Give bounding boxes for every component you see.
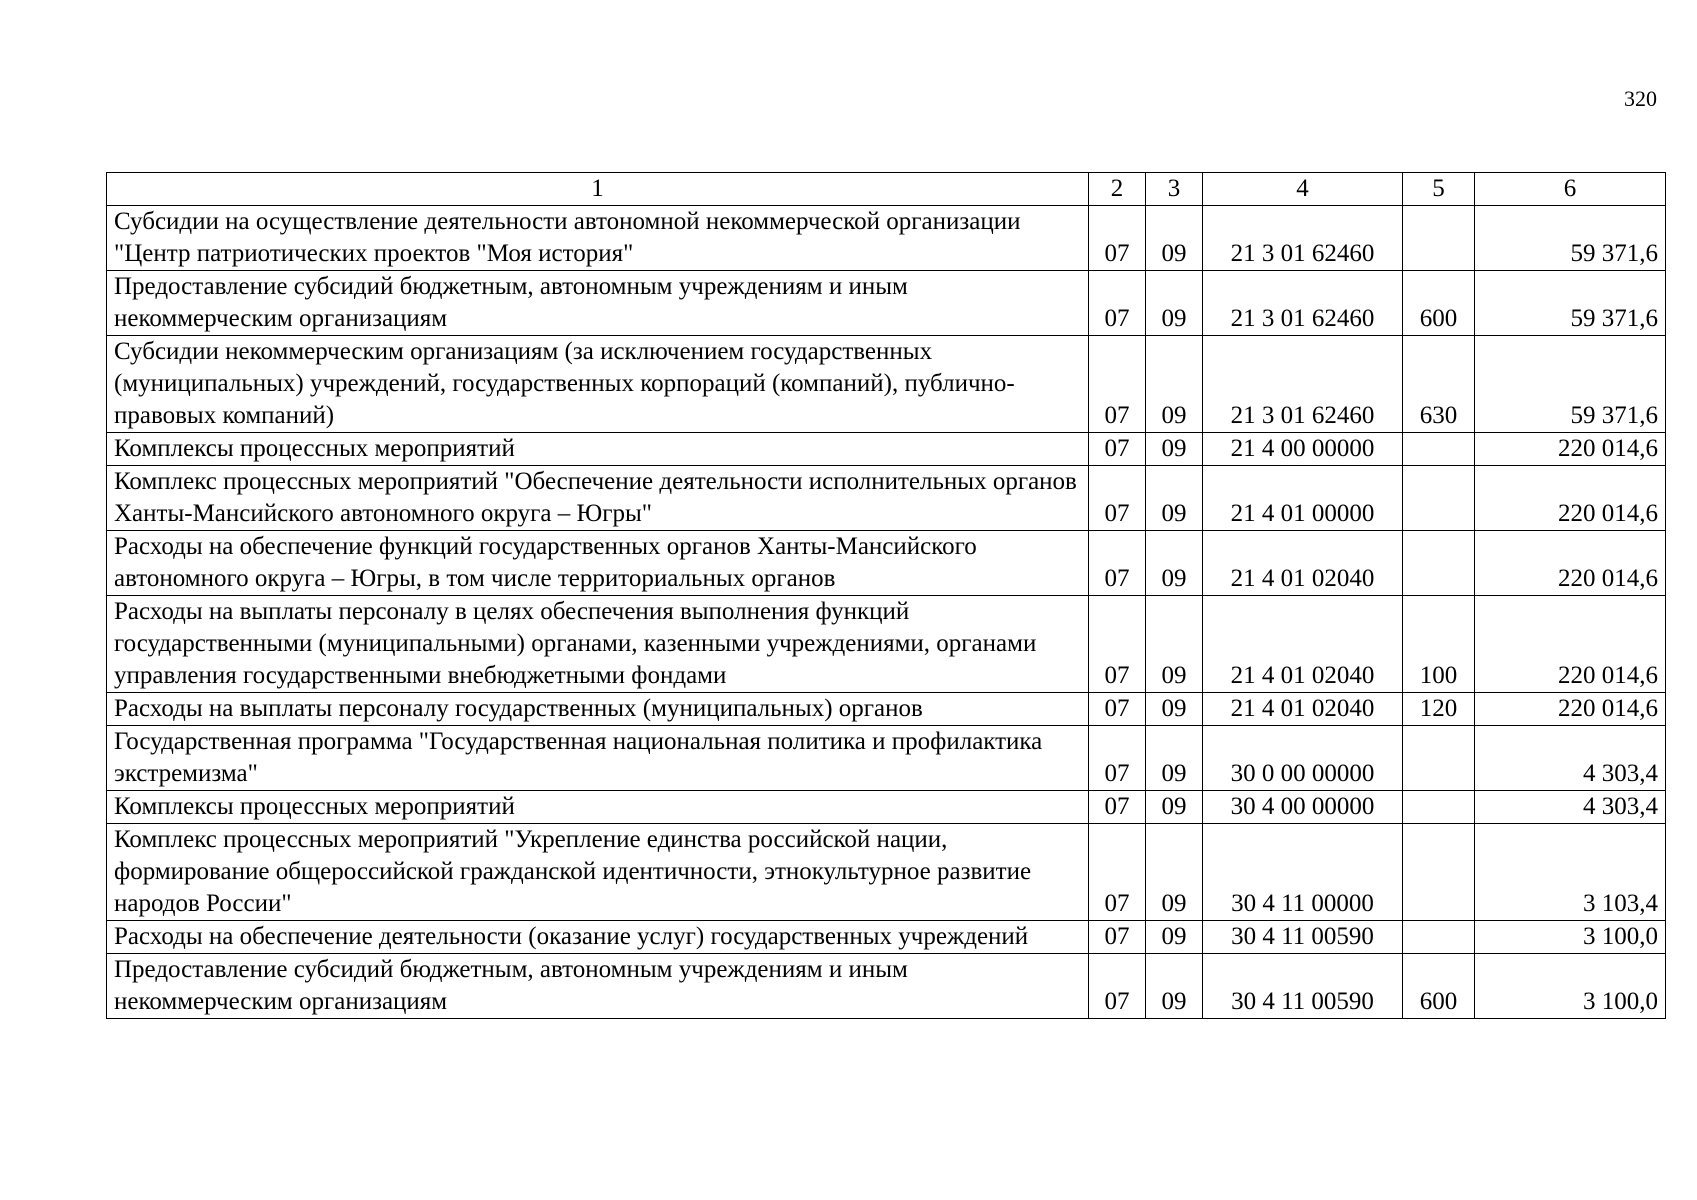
table-row: [107, 954, 1666, 1019]
amount-cell: 59 371,6: [1475, 271, 1666, 336]
section-code-cell: 07: [1089, 693, 1146, 726]
section-code-cell: 07: [1089, 824, 1146, 921]
expense-type-code-cell: [1403, 466, 1475, 531]
table-row: [107, 596, 1666, 693]
section-code-cell: 07: [1089, 433, 1146, 466]
header-cell-5: 5: [1403, 173, 1475, 206]
amount-cell: 220 014,6: [1475, 531, 1666, 596]
subsection-code-cell: 09: [1146, 824, 1203, 921]
target-article-code-cell: 21 4 01 02040: [1203, 596, 1403, 693]
subsection-code-cell: 09: [1146, 791, 1203, 824]
subsection-code-cell: 09: [1146, 206, 1203, 271]
target-article-code-cell: 21 4 00 00000: [1203, 433, 1403, 466]
item-name-cell: Государственная программа "Государственная национальная политика и профилактика экстремизма": [107, 726, 1089, 791]
target-article-code-cell: 21 4 01 02040: [1203, 693, 1403, 726]
item-name-cell: Субсидии некоммерческим организациям (за исключением государственных (муниципальных) учреждений, государственных корпораций (компаний), публично-правовых компаний): [107, 336, 1089, 433]
item-name-cell: Комплекс процессных мероприятий "Укрепление единства российской нации, формирование общероссийской гражданской идентичности, этнокультурное развитие народов России": [107, 824, 1089, 921]
header-cell-4: 4: [1203, 173, 1403, 206]
header-cell-3: 3: [1146, 173, 1203, 206]
expense-type-code-cell: 600: [1403, 271, 1475, 336]
item-name-cell: Субсидии на осуществление деятельности автономной некоммерческой организации "Центр патриотических проектов "Моя история": [107, 206, 1089, 271]
amount-cell: 3 100,0: [1475, 954, 1666, 1019]
subsection-code-cell: 09: [1146, 271, 1203, 336]
subsection-code-cell: 09: [1146, 433, 1203, 466]
subsection-code-cell: 09: [1146, 336, 1203, 433]
amount-cell: 3 100,0: [1475, 921, 1666, 954]
item-name-cell: Расходы на выплаты персоналу в целях обеспечения выполнения функций государственными (муниципальными) органами, казенными учреждениями, органами управления государственными внебюджетными фондами: [107, 596, 1089, 693]
subsection-code-cell: 09: [1146, 693, 1203, 726]
item-name-cell: Расходы на обеспечение деятельности (оказание услуг) государственных учреждений: [107, 921, 1089, 954]
page-number: 320: [1624, 86, 1657, 111]
expense-type-code-cell: 630: [1403, 336, 1475, 433]
section-code-cell: 07: [1089, 726, 1146, 791]
subsection-code-cell: 09: [1146, 726, 1203, 791]
target-article-code-cell: 30 4 11 00590: [1203, 954, 1403, 1019]
section-code-cell: 07: [1089, 206, 1146, 271]
item-name-cell: Предоставление субсидий бюджетным, автономным учреждениям и иным некоммерческим организациям: [107, 271, 1089, 336]
amount-cell: 220 014,6: [1475, 466, 1666, 531]
expense-type-code-cell: [1403, 433, 1475, 466]
table-header-row: [107, 173, 1666, 206]
section-code-cell: 07: [1089, 271, 1146, 336]
subsection-code-cell: 09: [1146, 921, 1203, 954]
header-cell-1: 1: [107, 173, 1089, 206]
target-article-code-cell: 21 3 01 62460: [1203, 271, 1403, 336]
expense-type-code-cell: [1403, 726, 1475, 791]
item-name-cell: Комплексы процессных мероприятий: [107, 433, 1089, 466]
item-name-cell: Комплексы процессных мероприятий: [107, 791, 1089, 824]
item-name-cell: Предоставление субсидий бюджетным, автономным учреждениям и иным некоммерческим организациям: [107, 954, 1089, 1019]
expense-type-code-cell: [1403, 791, 1475, 824]
table-row: [107, 726, 1666, 791]
table-row: [107, 336, 1666, 433]
expense-type-code-cell: [1403, 921, 1475, 954]
amount-cell: 220 014,6: [1475, 596, 1666, 693]
table-row: [107, 271, 1666, 336]
section-code-cell: 07: [1089, 791, 1146, 824]
expense-type-code-cell: [1403, 531, 1475, 596]
target-article-code-cell: 21 4 01 00000: [1203, 466, 1403, 531]
amount-cell: 4 303,4: [1475, 726, 1666, 791]
table-row: [107, 791, 1666, 824]
target-article-code-cell: 21 3 01 62460: [1203, 206, 1403, 271]
item-name-cell: Расходы на обеспечение функций государственных органов Ханты-Мансийского автономного округа – Югры, в том числе территориальных органов: [107, 531, 1089, 596]
table-row: [107, 921, 1666, 954]
subsection-code-cell: 09: [1146, 954, 1203, 1019]
header-cell-6: 6: [1475, 173, 1666, 206]
target-article-code-cell: 30 4 11 00000: [1203, 824, 1403, 921]
subsection-code-cell: 09: [1146, 596, 1203, 693]
amount-cell: 59 371,6: [1475, 206, 1666, 271]
item-name-cell: Расходы на выплаты персоналу государственных (муниципальных) органов: [107, 693, 1089, 726]
expense-type-code-cell: 120: [1403, 693, 1475, 726]
section-code-cell: 07: [1089, 921, 1146, 954]
table-row: [107, 693, 1666, 726]
section-code-cell: 07: [1089, 466, 1146, 531]
target-article-code-cell: 30 0 00 00000: [1203, 726, 1403, 791]
subsection-code-cell: 09: [1146, 466, 1203, 531]
subsection-code-cell: 09: [1146, 531, 1203, 596]
target-article-code-cell: 21 3 01 62460: [1203, 336, 1403, 433]
section-code-cell: 07: [1089, 596, 1146, 693]
amount-cell: 3 103,4: [1475, 824, 1666, 921]
target-article-code-cell: 30 4 00 00000: [1203, 791, 1403, 824]
target-article-code-cell: 21 4 01 02040: [1203, 531, 1403, 596]
target-article-code-cell: 30 4 11 00590: [1203, 921, 1403, 954]
amount-cell: 220 014,6: [1475, 693, 1666, 726]
section-code-cell: 07: [1089, 954, 1146, 1019]
table-row: [107, 466, 1666, 531]
expense-type-code-cell: 600: [1403, 954, 1475, 1019]
expense-type-code-cell: [1403, 206, 1475, 271]
amount-cell: 4 303,4: [1475, 791, 1666, 824]
section-code-cell: 07: [1089, 531, 1146, 596]
amount-cell: 59 371,6: [1475, 336, 1666, 433]
section-code-cell: 07: [1089, 336, 1146, 433]
item-name-cell: Комплекс процессных мероприятий "Обеспечение деятельности исполнительных органов Ханты-Мансийского автономного округа – Югры": [107, 466, 1089, 531]
table-row: [107, 824, 1666, 921]
table-row: [107, 206, 1666, 271]
amount-cell: 220 014,6: [1475, 433, 1666, 466]
table-row: [107, 531, 1666, 596]
budget-table: [106, 172, 1666, 1019]
expense-type-code-cell: [1403, 824, 1475, 921]
expense-type-code-cell: 100: [1403, 596, 1475, 693]
header-cell-2: 2: [1089, 173, 1146, 206]
table-row: [107, 433, 1666, 466]
